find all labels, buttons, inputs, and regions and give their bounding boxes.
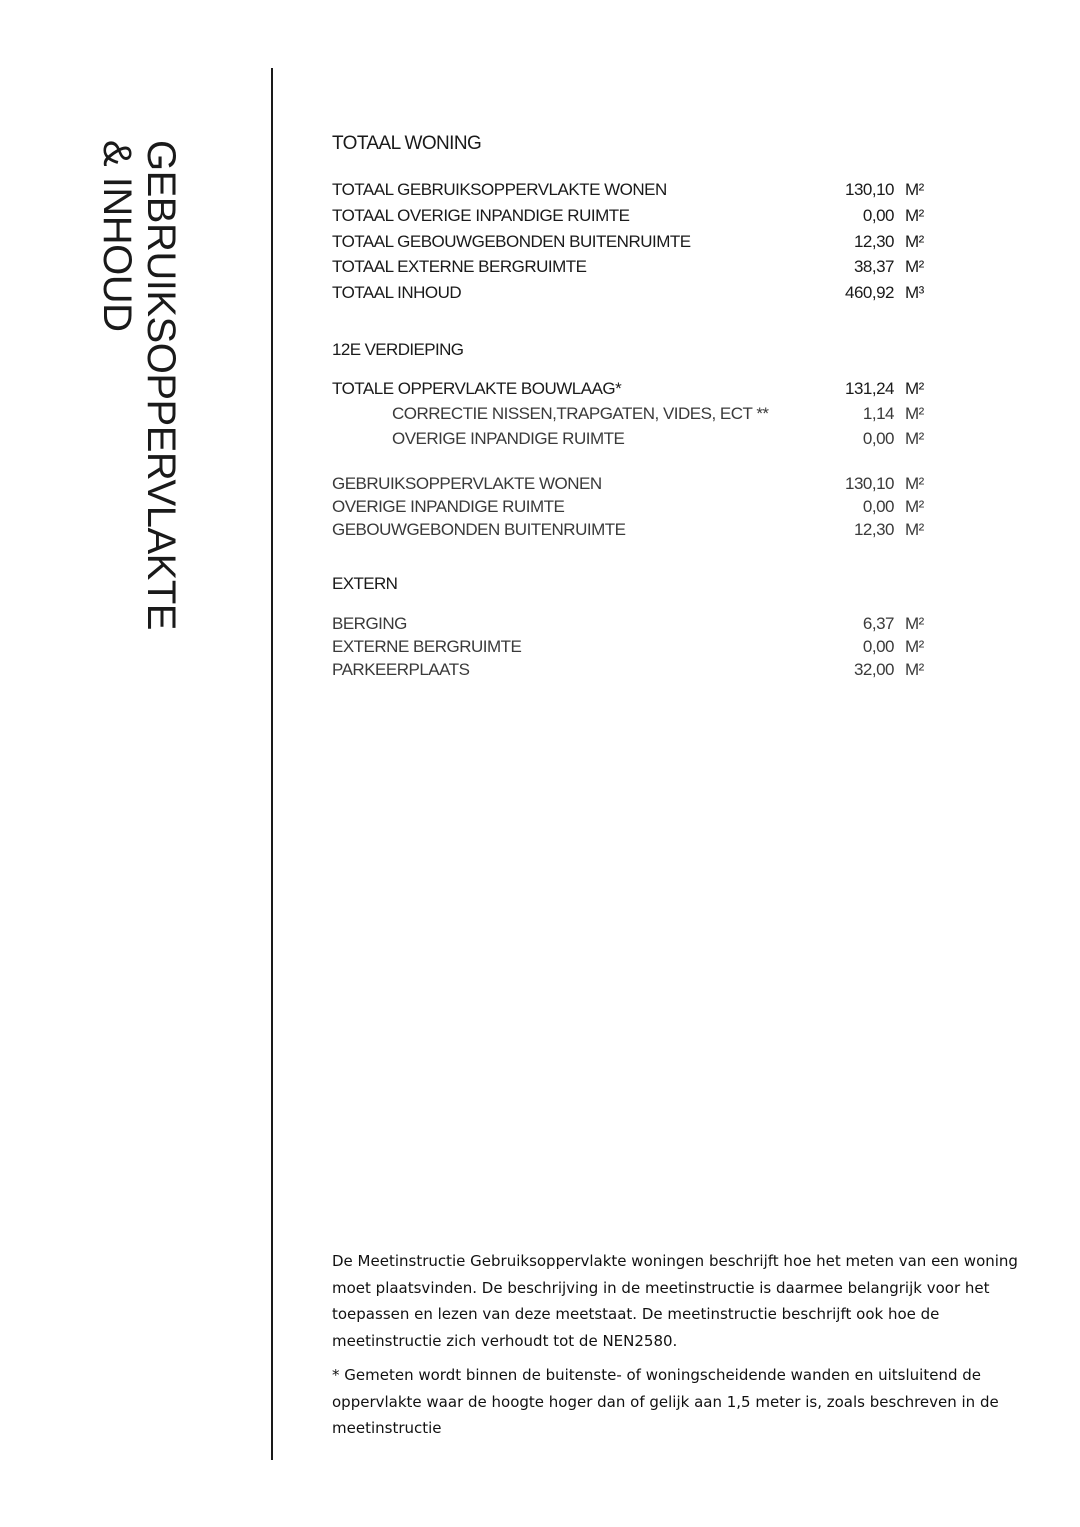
row-unit: M² [905,206,924,225]
side-title-line-2: & INHOUD [95,140,139,332]
row-label: TOTAAL GEBRUIKSOPPERVLAKTE WONEN [332,180,667,199]
row-value: 130,10 [845,180,894,199]
table-row [332,614,928,638]
vertical-divider [271,68,273,1460]
row-value: 1,14 [862,404,894,423]
row-value: 0,00 [862,429,894,448]
row-label: GEBRUIKSOPPERVLAKTE WONEN [332,474,602,493]
table-row [332,637,928,661]
side-title-line-1: GEBRUIKSOPPERVLAKTE [139,140,183,630]
table-row [332,429,928,453]
table-row [332,660,928,684]
row-value: 130,10 [845,474,894,493]
row-unit: M² [905,497,924,516]
row-label: CORRECTIE NISSEN,TRAPGATEN, VIDES, ECT ** [392,404,769,423]
row-unit: M² [905,379,924,398]
row-value: 0,00 [862,206,894,225]
row-value: 0,00 [862,497,894,516]
row-unit: M² [905,660,924,679]
table-row [332,497,928,521]
row-unit: M² [905,520,924,539]
row-label: OVERIGE INPANDIGE RUIMTE [332,497,565,516]
row-label: TOTAAL OVERIGE INPANDIGE RUIMTE [332,206,630,225]
row-label: TOTALE OPPERVLAKTE BOUWLAAG* [332,379,622,398]
table-row [332,283,928,307]
row-value: 131,24 [845,379,894,398]
row-label: EXTERNE BERGRUIMTE [332,637,522,656]
row-unit: M² [905,404,924,423]
row-value: 12,30 [853,520,894,539]
row-value: 6,37 [862,614,894,633]
row-value: 32,00 [853,660,894,679]
table-row [332,520,928,544]
row-unit: M² [905,614,924,633]
row-unit: M² [905,429,924,448]
intro-note: De Meetinstructie Gebruiksoppervlakte woningen beschrijft hoe het meten van een woning moet plaatsvinden. De beschrijving in de meetinstructie is daarmee belangrijk voor het toepassen en lezen van deze meetstaat. De meetinstructie beschrijft ook hoe de meetinstructie zich verhoudt tot de NEN2580. [332,1252,1018,1350]
row-label: OVERIGE INPANDIGE RUIMTE [392,429,625,448]
row-value: 38,37 [853,257,894,276]
section-heading-totaal: TOTAAL WONING [332,133,482,154]
table-row [332,180,928,204]
row-label: GEBOUWGEBONDEN BUITENRUIMTE [332,520,626,539]
row-unit: M² [905,257,924,276]
table-row [332,232,928,256]
row-value: 460,92 [845,283,894,302]
row-value: 0,00 [862,637,894,656]
section-heading-extern: EXTERN [332,574,398,593]
row-unit: M² [905,180,924,199]
table-row [332,379,928,403]
row-unit: M³ [905,283,924,302]
row-label: TOTAAL EXTERNE BERGRUIMTE [332,257,587,276]
table-row [332,206,928,230]
row-unit: M² [905,474,924,493]
row-label: TOTAAL GEBOUWGEBONDEN BUITENRUIMTE [332,232,691,251]
row-unit: M² [905,637,924,656]
row-label: BERGING [332,614,407,633]
row-value: 12,30 [853,232,894,251]
table-row [332,257,928,281]
row-label: PARKEERPLAATS [332,660,470,679]
footnote: * Gemeten wordt binnen de buitenste- of woningscheidende wanden en uitsluitend de oppervlakte waar de hoogte hoger dan of gelijk aan 1,5 meter is, zoals beschreven in de meetinstructie [332,1366,999,1437]
section-heading-verdieping: 12E VERDIEPING [332,340,464,359]
row-label: TOTAAL INHOUD [332,283,462,302]
row-unit: M² [905,232,924,251]
table-row [332,474,928,498]
side-title [95,140,185,680]
table-row [332,404,928,428]
